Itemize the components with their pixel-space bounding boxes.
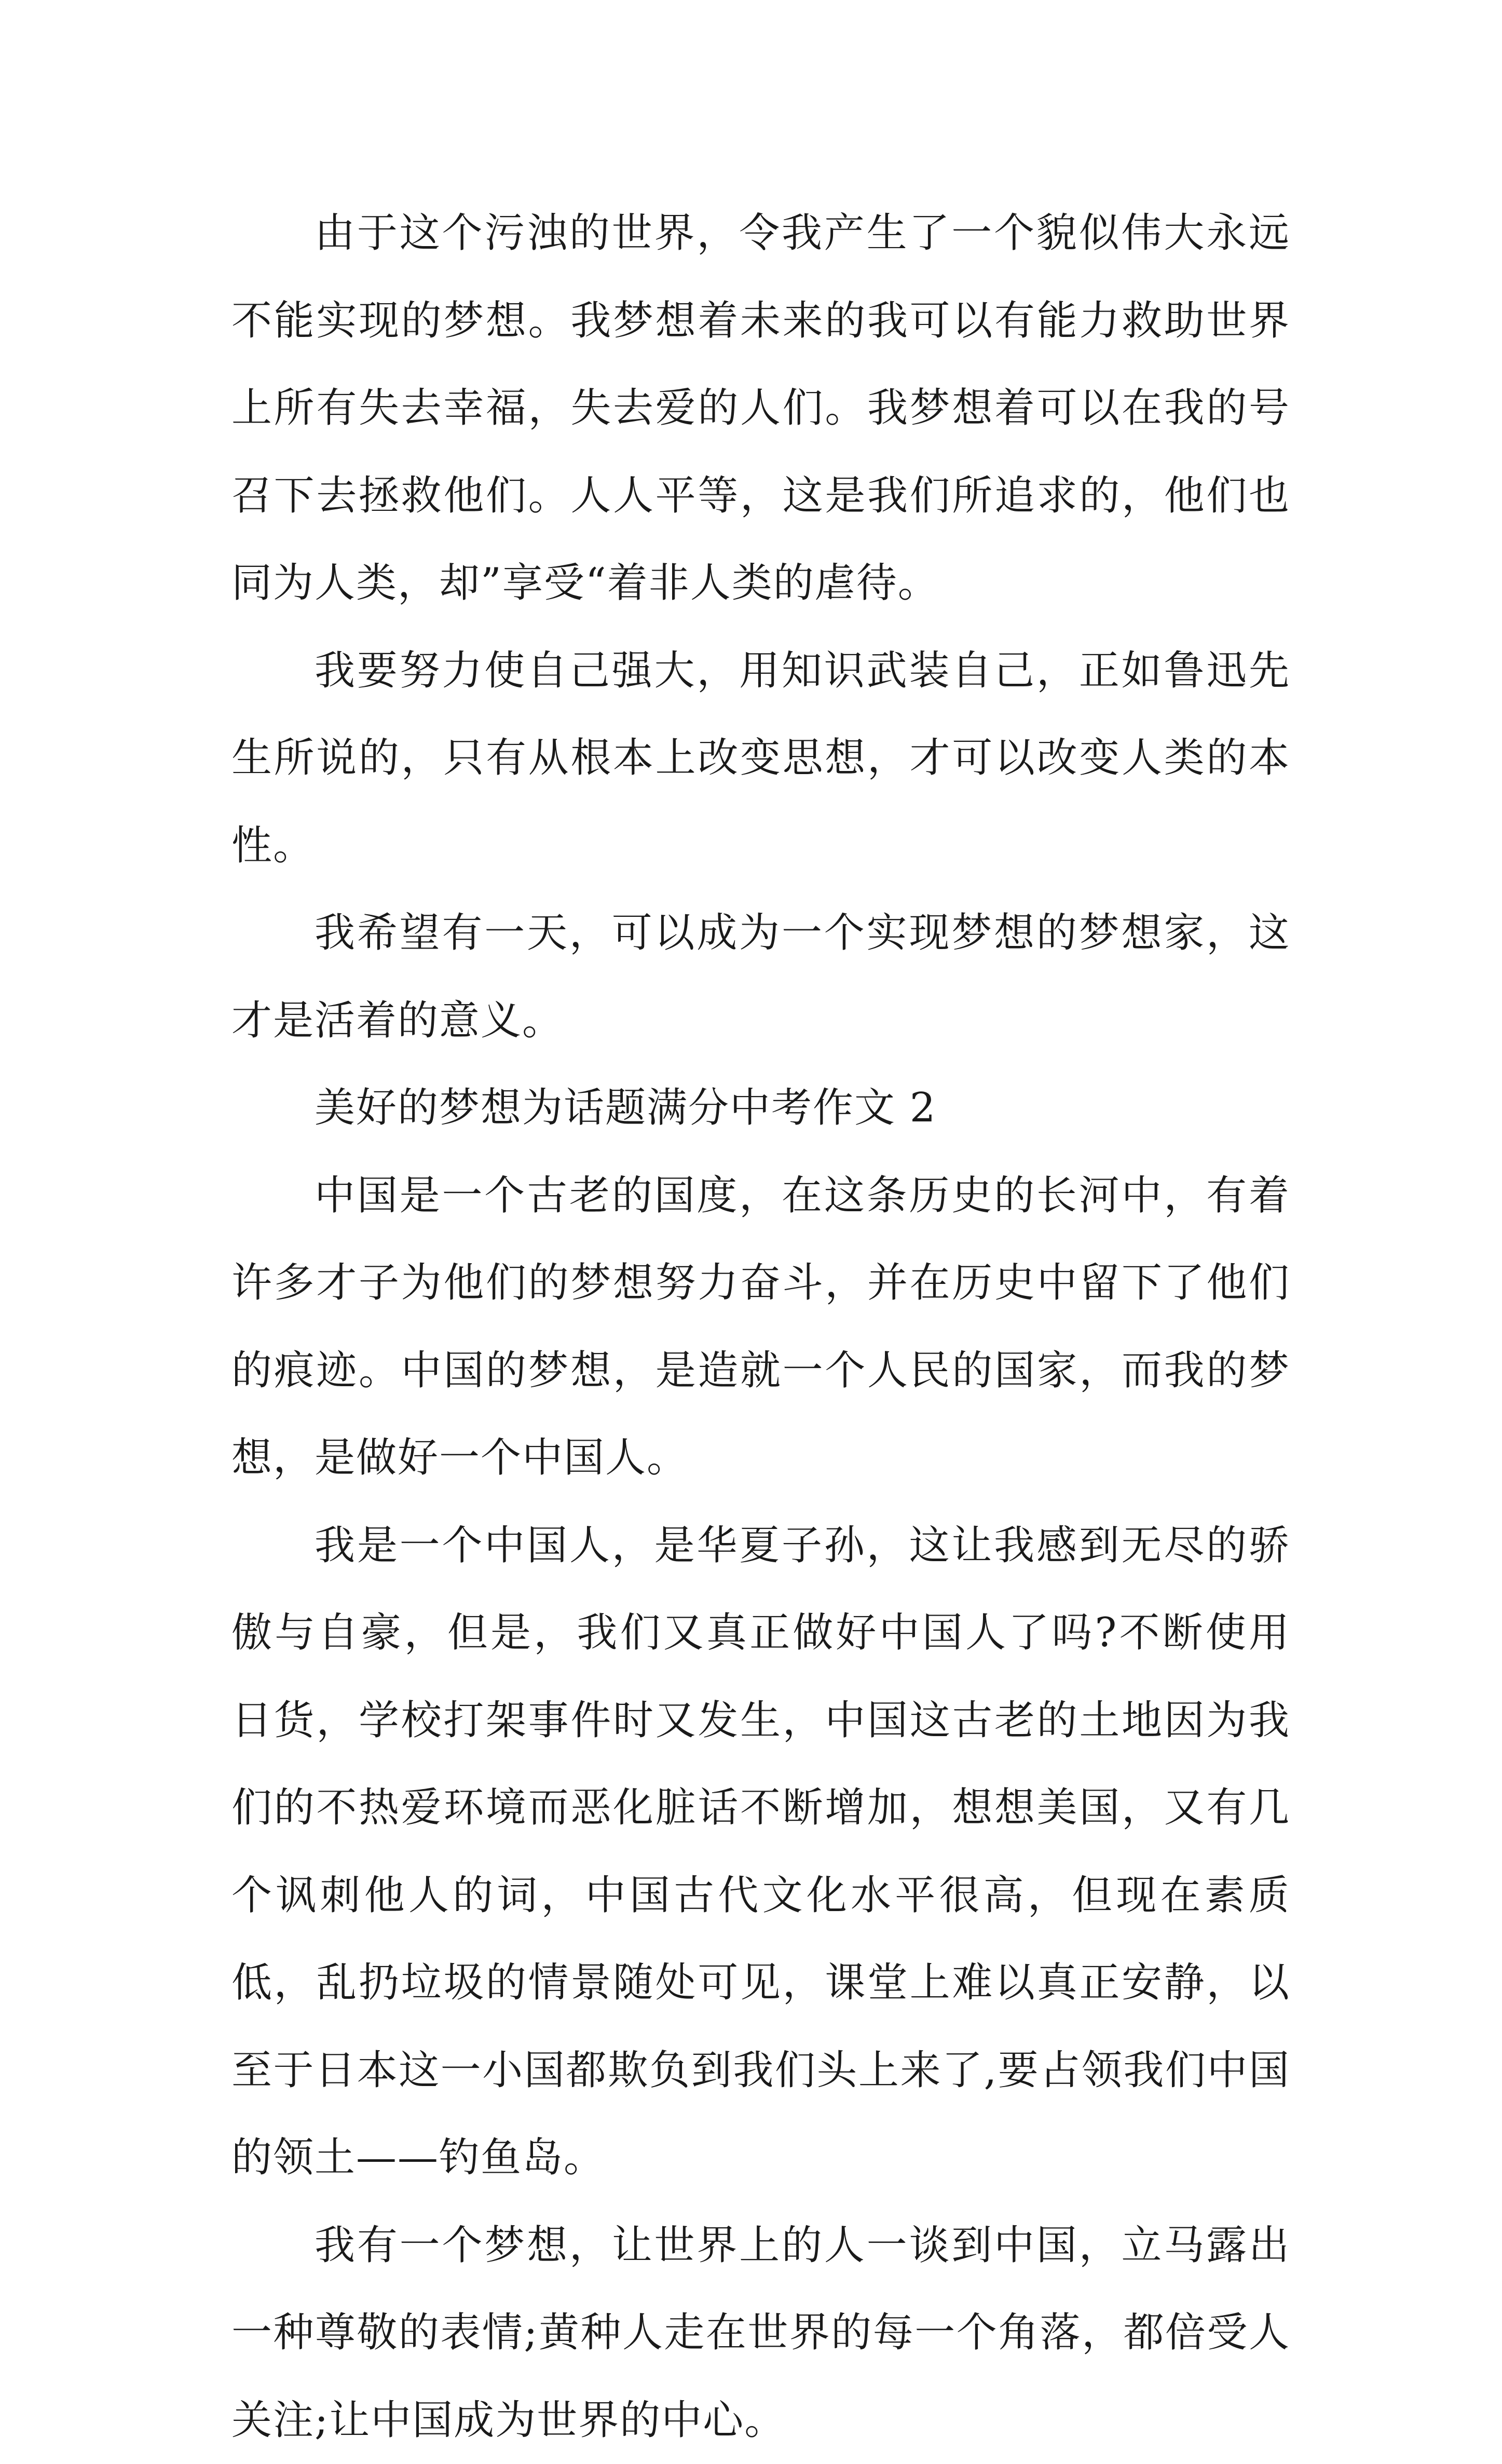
- paragraph-5: 我是一个中国人，是华夏子孙，这让我感到无尽的骄傲与自豪，但是，我们又真正做好中国人了吗?不断使用日货，学校打架事件时又发生，中国这古老的土地因为我们的不热爱环境而恶化脏话不断增加，想想美国，又有几个讽刺他人的词，中国古代文化水平很高，但现在素质低，乱扔垃圾的情景随处可见，课堂上难以真正安静，以至于日本这一小国都欺负到我们头上来了,要占领我们中国的领土——钓鱼岛。: [231, 1502, 1290, 2202]
- paragraph-4: 中国是一个古老的国度，在这条历史的长河中，有着许多才子为他们的梦想努力奋斗，并在历史中留下了他们的痕迹。中国的梦想，是造就一个人民的国家，而我的梦想，是做好一个中国人。: [231, 1152, 1290, 1502]
- paragraph-1: 由于这个污浊的世界，令我产生了一个貌似伟大永远不能实现的梦想。我梦想着未来的我可以有能力救助世界上所有失去幸福，失去爱的人们。我梦想着可以在我的号召下去拯救他们。人人平等，这是我们所追求的，他们也同为人类，却”享受“着非人类的虐待。: [231, 189, 1290, 627]
- paragraph-6: 我有一个梦想，让世界上的人一谈到中国，立马露出一种尊敬的表情;黄种人走在世界的每一个角落，都倍受人关注;让中国成为世界的中心。: [231, 2202, 1290, 2464]
- paragraph-2: 我要努力使自己强大，用知识武装自己，正如鲁迅先生所说的，只有从根本上改变思想，才可以改变人类的本性。: [231, 627, 1290, 890]
- paragraph-3: 我希望有一天，可以成为一个实现梦想的梦想家，这才是活着的意义。: [231, 889, 1290, 1064]
- essay-title: 美好的梦想为话题满分中考作文 2: [231, 1064, 1290, 1152]
- document-body: [231, 189, 1290, 2464]
